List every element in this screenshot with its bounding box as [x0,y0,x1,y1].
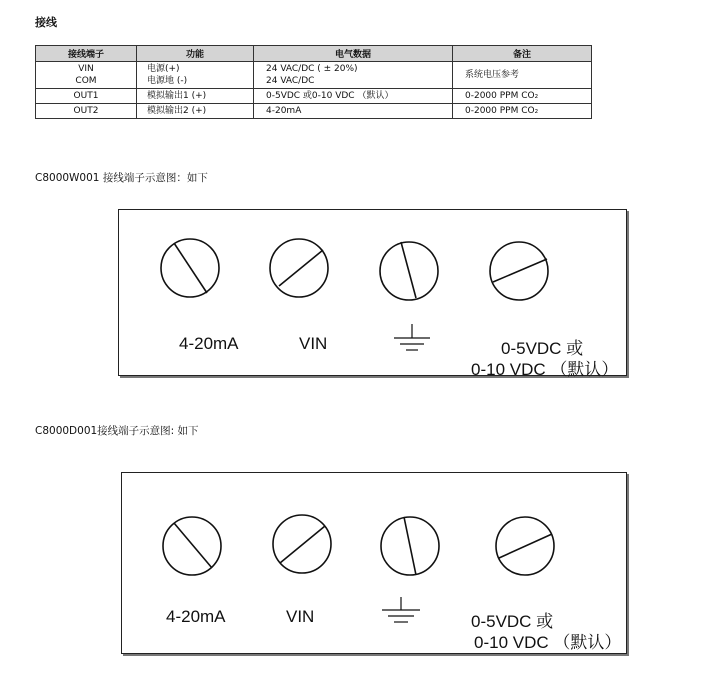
terminal-out2: OUT2 [36,104,137,119]
label-4-20ma: 4-20mA [166,607,226,626]
table-row [36,104,592,119]
screw-terminal-vin-icon [270,239,328,297]
function-power-plus: 电源(+) [147,64,180,74]
label-vin: VIN [286,607,315,626]
ground-symbol-icon [394,324,430,350]
wiring-table [35,45,592,119]
header-notes: 备注 [453,46,592,62]
electrical-out1: 0-5VDC 或0-10 VDC （默认） [254,89,453,104]
label-vin: VIN [299,334,328,353]
terminal-vin: VIN [78,64,94,74]
note-out2: 0-2000 PPM CO₂ [453,104,592,119]
terminal-panel-w001 [118,209,627,379]
diagram2-heading: C8000D001接线端子示意图: 如下 [35,425,199,437]
function-power-ground: 电源地 (-) [147,76,188,86]
label-0-5vdc: 0-5VDC 或 [471,612,554,631]
terminal-com: COM [75,76,97,86]
table-header-row [36,46,592,62]
electrical-out2: 4-20mA [254,104,453,119]
note-cell: 系统电压参考 [453,62,592,89]
table-row [36,89,592,104]
terminal-panel-d001 [121,472,627,654]
function-cell [137,62,254,89]
label-4-20ma: 4-20mA [179,334,239,353]
screw-terminal-4-20ma-icon [163,517,221,575]
label-0-10vdc: 0-10 VDC （默认） [474,633,622,652]
table-row [36,62,592,89]
electrical-cell [254,62,453,89]
header-function: 功能 [137,46,254,62]
terminal-cell [36,62,137,89]
header-electrical: 电气数据 [254,46,453,62]
diagram1-heading: C8000W001 接线端子示意图：如下 [35,172,208,184]
ground-symbol-icon [382,597,420,622]
electrical-vin: 24 VAC/DC ( ± 20%) [266,64,358,74]
label-0-10vdc: 0-10 VDC （默认） [471,360,619,379]
page-title: 接线 [35,16,57,29]
note-out1: 0-2000 PPM CO₂ [453,89,592,104]
function-out2: 模拟输出2 (+) [137,104,254,119]
function-out1: 模拟输出1 (+) [137,89,254,104]
electrical-com: 24 VAC/DC [266,76,315,86]
header-terminal: 接线端子 [36,46,137,62]
terminal-out1: OUT1 [36,89,137,104]
label-0-5vdc: 0-5VDC 或 [501,339,584,358]
